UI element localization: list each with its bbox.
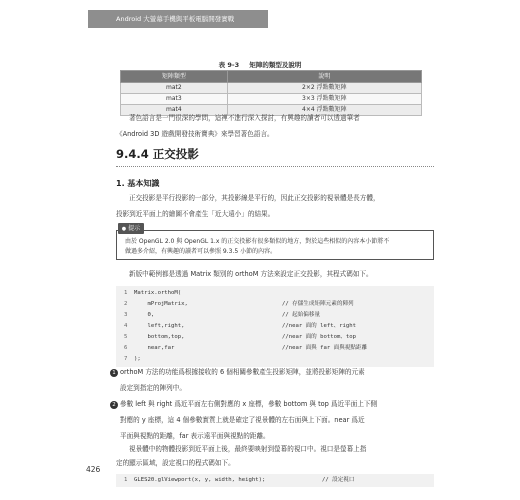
subsection-heading: 1. 基本知識 <box>116 179 160 188</box>
code-line: 3 0, // 起始偏移量 <box>124 312 321 318</box>
list-item <box>110 364 434 396</box>
code-block-viewport <box>116 474 434 487</box>
table-caption <box>0 60 520 69</box>
tip-line-2: 做過多介紹，有興趣的讀者可以參照 9.3.5 小節的內容。 <box>125 248 277 255</box>
code-line: 6 near,far //near 面與 far 面與視點距離 <box>124 345 368 351</box>
table-row <box>121 83 422 94</box>
code-block-ortho <box>116 286 434 367</box>
section-divider <box>116 166 434 167</box>
table-caption-title: 矩陣的類型及說明 <box>249 61 302 69</box>
table-row <box>121 94 422 105</box>
table-caption-number: 表 9-3 <box>218 61 240 69</box>
code-line: 7 ); <box>124 356 141 362</box>
intro-line-2: 《Android 3D 遊戲開發技術寶典》來學習著色語言。 <box>116 130 274 138</box>
code-line: 2 mProjMatrix, // 存儲生成矩陣元素的陣列 <box>124 301 354 307</box>
page-number: 426 <box>86 465 101 474</box>
code-line: 4 left,right, //near 面的 left、right <box>124 323 357 329</box>
table-header-row <box>121 71 422 83</box>
code-intro-line: 新版中範例都是透過 Matrix 類別的 orthoM 方法來設定正交投影，其程式碼如下。 <box>129 270 373 278</box>
code-intro-paragraph <box>116 266 434 282</box>
intro-paragraph <box>116 110 434 142</box>
list-item-line: 對應的 y 座標，這 4 個參數實質上就是確定了視景體的左右面與上下面。near 爲近 <box>120 416 365 424</box>
basic-knowledge-paragraph <box>116 190 434 222</box>
running-header <box>88 10 268 28</box>
table-cell: 3×3 浮點數矩陣 <box>227 94 421 105</box>
basic-line-1: 正交投影是平行投影的一部分，其投影線是平行的，因此正交投影的視景體是長方體， <box>129 194 380 202</box>
list-item-line: 設定到指定的陣列中。 <box>120 384 186 392</box>
table-cell: mat2 <box>121 83 228 94</box>
table-cell: 2×2 浮點數矩陣 <box>227 83 421 94</box>
table-header-type: 矩陣類型 <box>121 71 228 83</box>
table-cell: mat4 <box>121 105 228 116</box>
pin-icon: ● <box>121 226 127 232</box>
section-number: 9.4.4 <box>116 147 149 161</box>
tip-label-text: 提示 <box>128 225 141 232</box>
viewport-paragraph <box>116 442 434 470</box>
viewport-line-2: 定的顯示區域，設定視口的程式碼如下。 <box>116 459 235 467</box>
list-marker: 2 <box>110 401 118 409</box>
basic-line-2: 投影到近平面上的繪圖不會產生「近大遠小」的結果。 <box>116 210 275 218</box>
running-header-title: Android 大螢幕手機與平板電腦開發實戰 <box>116 15 235 23</box>
code-line: 1 GLES20.glViewport(x, y, width, height); // 設定視口 <box>124 477 355 483</box>
section-heading <box>116 146 199 162</box>
code-line: 1 Matrix.orthoM( <box>124 290 182 296</box>
table-cell: 4×4 浮點數矩陣 <box>227 105 421 116</box>
list-item-line: 參數 left 與 right 爲近平面左右側對應的 x 座標，參數 bottom 與 top 爲近平面上下側 <box>120 400 378 408</box>
tip-box <box>116 230 434 260</box>
table-header-description: 說明 <box>227 71 421 83</box>
list-item-line: 平面與視點的距離，far 表示遠平面與視點的距離。 <box>120 432 270 440</box>
viewport-line-1: 視景體中的物體投影到近平面上後，最終要映射到螢幕的視口中。視口是螢幕上指 <box>129 445 367 453</box>
list-item-line: orthoM 方法的功能爲根據接收的 6 個相關參數產生投影矩陣，並將投影矩陣的元素 <box>120 368 365 376</box>
intro-line-1: 著色語言是一門很深的學問，這裡不進行深入探討，有興趣的讀者可以透過筆者 <box>129 114 360 122</box>
table-cell: mat3 <box>121 94 228 105</box>
list-item <box>110 396 434 444</box>
list-marker: 1 <box>110 369 118 377</box>
tip-label <box>118 223 144 234</box>
section-title: 正交投影 <box>152 147 199 161</box>
tip-line-1: 由於 OpenGL 2.0 與 OpenGL 1.x 的正交投影有很多類似的地方，對於這些相似的內容本小節將不 <box>125 238 390 245</box>
code-line: 5 bottom,top, //near 面的 bottom、top <box>124 334 357 340</box>
